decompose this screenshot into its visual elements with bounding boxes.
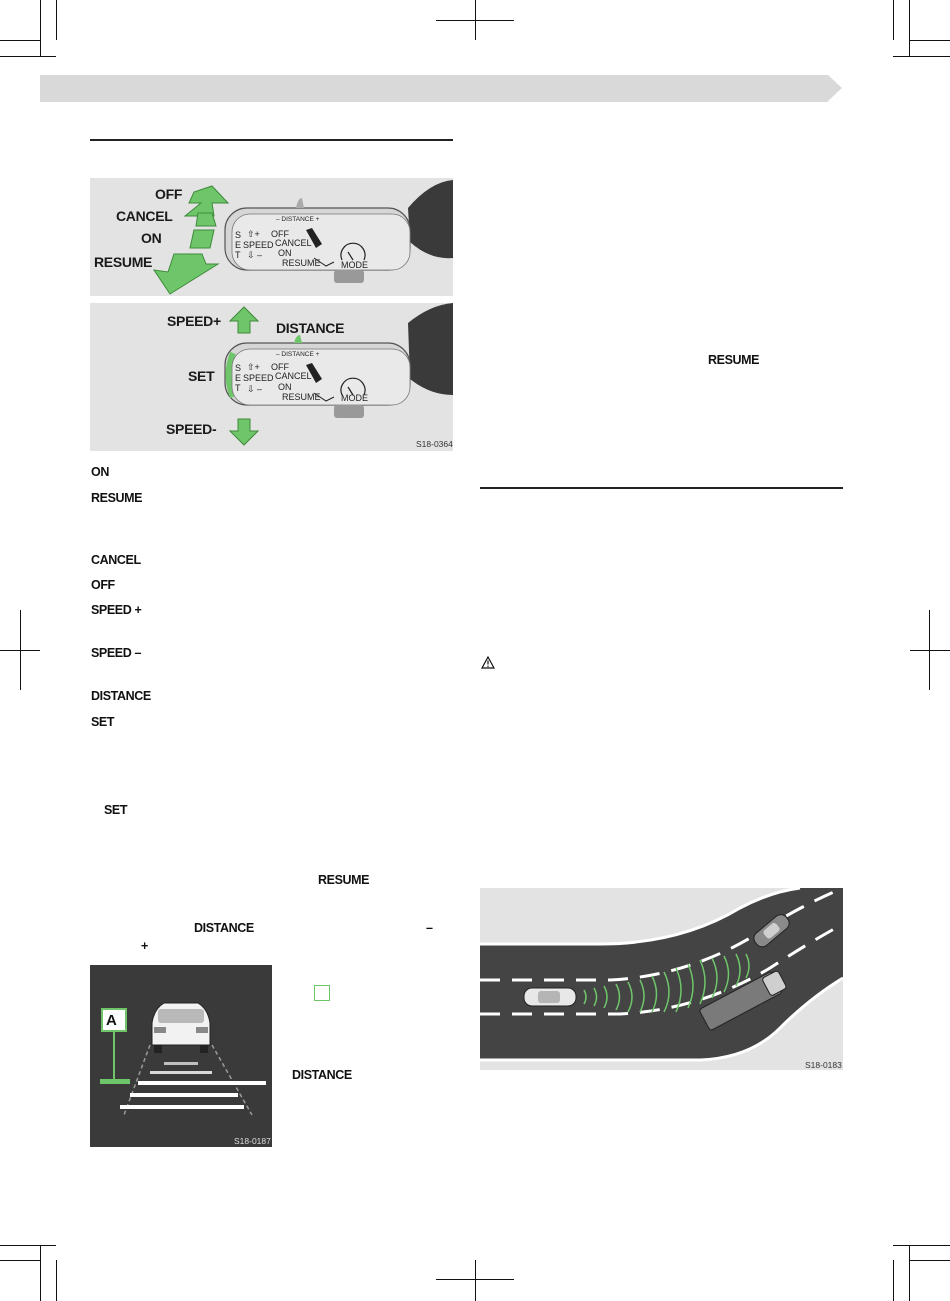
stalk-up: ⇧+ — [247, 229, 260, 239]
stalk-off-2: OFF — [271, 362, 289, 372]
crop-mark — [0, 56, 56, 57]
crop-mark — [909, 1260, 950, 1261]
crop-mark — [910, 650, 950, 651]
lever-label-resume: RESUME — [94, 254, 153, 270]
key-speed-plus: SPEED + — [91, 603, 142, 617]
road-figure — [480, 888, 843, 1070]
stalk-cancel-2: CANCEL — [275, 371, 312, 381]
lever-figure-top — [90, 178, 453, 296]
key-set: SET — [91, 715, 115, 729]
crop-mark — [893, 0, 894, 40]
stalk-off: OFF — [271, 229, 289, 239]
key-distance-inline: DISTANCE — [194, 921, 254, 935]
crop-mark — [893, 56, 950, 57]
crop-mark — [893, 1245, 950, 1246]
stalk-cancel: CANCEL — [275, 238, 312, 248]
lever-label-off: OFF — [155, 186, 183, 202]
crop-mark — [0, 1245, 56, 1246]
stalk-speed-2: SPEED — [243, 373, 274, 383]
key-on: ON — [91, 465, 109, 479]
crop-mark — [56, 0, 57, 40]
stalk-set-t-2: T — [235, 383, 241, 393]
lever-label-on: ON — [141, 230, 162, 246]
stalk-resume-2: RESUME — [282, 392, 321, 402]
key-off: OFF — [91, 578, 115, 592]
stalk-down: ⇩ – — [247, 250, 263, 260]
display-marker-a: A — [106, 1012, 117, 1029]
section-rule-left — [90, 139, 453, 141]
stalk-up-2: ⇧+ — [247, 362, 260, 372]
key-resume-inline: RESUME — [318, 873, 370, 887]
figure-code: S18-0364 — [416, 439, 453, 449]
header-banner — [40, 75, 828, 102]
key-resume-right: RESUME — [708, 353, 760, 367]
crop-mark — [0, 650, 40, 651]
crop-mark — [893, 1260, 894, 1301]
stalk-set-s: S — [235, 230, 242, 240]
display-figure-code: S18-0187 — [234, 1136, 271, 1146]
stalk-set-t: T — [235, 250, 241, 260]
section-rule-right — [480, 487, 843, 489]
crop-mark — [475, 1260, 476, 1301]
stalk-mode-2: MODE — [341, 393, 368, 403]
key-distance: DISTANCE — [91, 689, 151, 703]
lever-label-set: SET — [188, 368, 215, 384]
warning-triangle-icon — [481, 656, 495, 669]
crop-mark — [436, 1279, 514, 1280]
crop-mark — [40, 1245, 41, 1301]
stalk-mode: MODE — [341, 260, 368, 270]
lever-label-distance: DISTANCE — [276, 320, 345, 336]
crop-mark — [436, 20, 514, 21]
distance-display-figure — [90, 965, 272, 1147]
crop-mark — [40, 0, 41, 56]
stalk-set-e-2: E — [235, 373, 242, 383]
key-minus: – — [426, 921, 433, 935]
crop-mark — [909, 40, 950, 41]
stalk-distance-label-2: – DISTANCE + — [276, 351, 320, 358]
crop-mark — [56, 1260, 57, 1301]
stalk-resume: RESUME — [282, 258, 321, 268]
stalk-down-2: ⇩ – — [247, 384, 263, 394]
stalk-distance-label: – DISTANCE + — [276, 216, 320, 223]
key-speed-minus: SPEED – — [91, 646, 142, 660]
stalk-speed: SPEED — [243, 240, 274, 250]
key-cancel: CANCEL — [91, 553, 141, 567]
lever-label-cancel: CANCEL — [116, 208, 173, 224]
distance-display-drawing — [90, 965, 272, 1147]
stalk-set-e: E — [235, 240, 242, 250]
key-plus: + — [141, 939, 148, 953]
key-resume: RESUME — [91, 491, 143, 505]
crop-mark — [909, 1245, 910, 1301]
stalk-on-2: ON — [278, 382, 292, 392]
crop-mark — [0, 1260, 40, 1261]
empty-square-icon — [314, 985, 330, 1001]
crop-mark — [909, 0, 910, 56]
lever-figure-bottom — [90, 303, 453, 451]
lever-label-speed-minus: SPEED- — [166, 421, 217, 437]
crop-mark — [0, 40, 40, 41]
key-distance-right: DISTANCE — [292, 1068, 352, 1082]
stalk-set-s-2: S — [235, 363, 242, 373]
lever-label-speed-plus: SPEED+ — [167, 313, 221, 329]
stalk-on: ON — [278, 248, 292, 258]
header-banner-arrow — [828, 75, 842, 101]
road-drawing — [480, 888, 843, 1070]
key-set-inline: SET — [104, 803, 128, 817]
road-figure-code: S18-0183 — [805, 1060, 842, 1070]
